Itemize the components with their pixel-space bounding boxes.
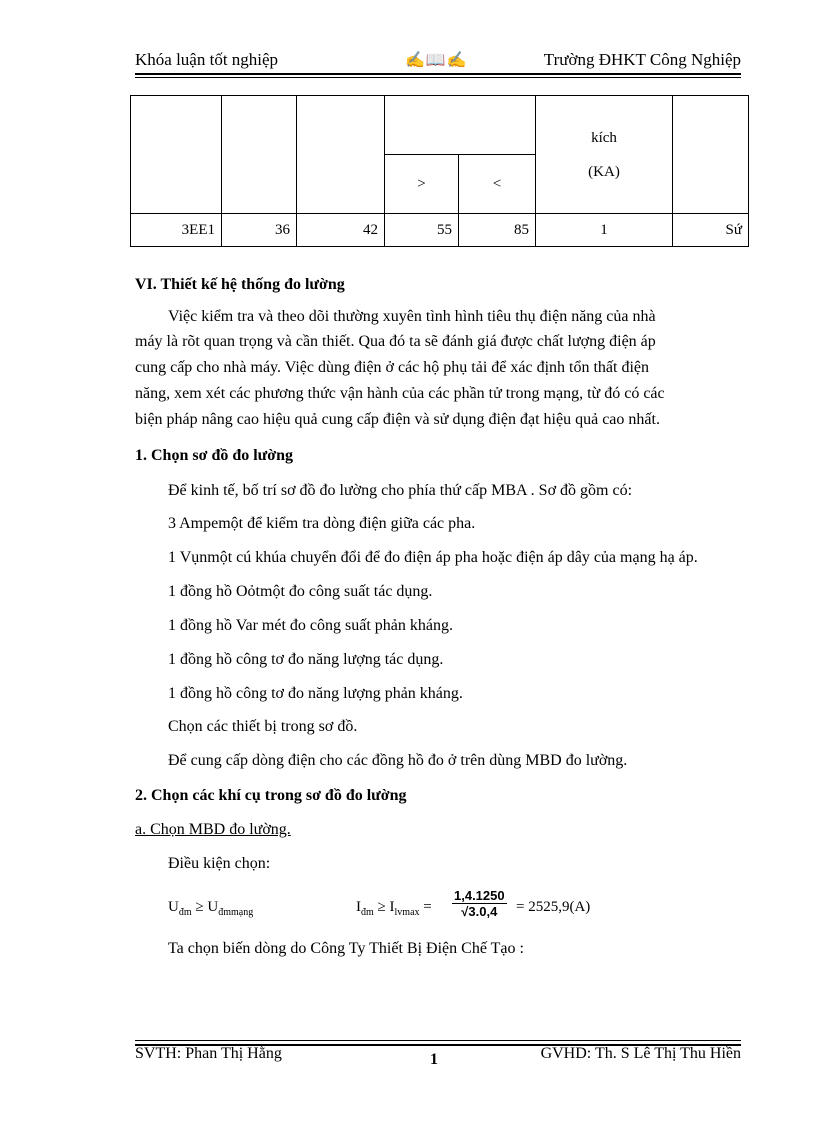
list-item: 3 Ampemột để kiểm tra dòng điện giữa các pha.: [168, 515, 476, 532]
list-item: 1 đồng hồ Var mét đo công suất phản kháng.: [168, 617, 453, 634]
choose-transformer-text: Ta chọn biến dòng do Công Ty Thiết Bị Điện Chế Tạo :: [168, 940, 524, 957]
list-item: 1 đồng hồ công tơ đo năng lượng tác dụng.: [168, 651, 444, 668]
unit-value: (KA): [588, 163, 620, 180]
header-ornament-icon: ✍📖✍: [405, 52, 468, 69]
header-rule-thin: [135, 77, 741, 78]
formula-u: U: [168, 899, 179, 915]
lt-symbol: <: [459, 155, 536, 214]
list-item: Để cung cấp dòng điện cho các đồng hồ đo ở trên dùng MBD đo lường.: [168, 752, 628, 769]
page-header: [135, 48, 741, 74]
page-number: 1: [430, 1051, 438, 1068]
formula-umang-sub: đmmạng: [218, 907, 254, 918]
formula-fraction: [452, 888, 507, 919]
list-item: 1 đồng hồ Oỏtmột đo công suất tác dụng.: [168, 583, 433, 600]
selection-formula: [168, 888, 648, 938]
section-2-heading: 2. Chọn các khí cụ trong sơ đồ đo lường: [135, 787, 407, 804]
condition-label: Điều kiện chọn:: [168, 855, 271, 872]
header-thesis-title: Khóa luận tốt nghiệp: [135, 50, 279, 69]
section-vi-heading: VI. Thiết kế hệ thống đo lường: [135, 276, 345, 293]
para-line: biện pháp nâng cao hiệu quả cung cấp điện và sử dụng điện đạt hiệu quả cao nhất.: [135, 411, 660, 428]
header-rule: [135, 73, 741, 75]
cell-type: 3EE1: [131, 214, 222, 247]
list-item: 1 Vụnmột cú khúa chuyển đổi để đo điện áp pha hoặc điện áp dây của mạng hạ áp.: [168, 549, 698, 566]
formula-result: = 2525,9(A): [516, 899, 591, 915]
formula-ge-i: ≥ I: [377, 899, 395, 915]
cell-4: 85: [459, 214, 536, 247]
cell-1: 36: [222, 214, 297, 247]
header-university: Trường ĐHKT Công Nghiệp: [543, 50, 741, 69]
table-row: [131, 214, 749, 247]
formula-ilv-sub: lvmax: [394, 907, 420, 918]
page-footer: [135, 1045, 741, 1075]
footer-rule-thin: [135, 1040, 741, 1041]
subsection-a-heading: a. Chọn MBD đo lường.: [135, 821, 291, 838]
list-item: Để kinh tế, bố trí sơ đồ đo lường cho phía thứ cấp MBA . Sơ đồ gồm có:: [168, 482, 633, 499]
formula-eq: =: [423, 899, 432, 915]
para-line: máy là rõt quan trọng và cần thiết. Qua đó ta sẽ đánh giá được chất lượng điện áp: [135, 333, 656, 350]
spec-table: [130, 95, 749, 247]
para-line: cung cấp cho nhà máy. Việc dùng điện ở các hộ phụ tải để xác định tổn thất điện: [135, 359, 650, 376]
cell-6: Sứ: [673, 214, 749, 247]
gt-symbol: >: [385, 155, 459, 214]
cell-2: 42: [297, 214, 385, 247]
table-header-row: [131, 96, 749, 155]
unit-label: kích: [591, 129, 617, 146]
footer-advisor: GVHD: Th. S Lê Thị Thu Hiền: [540, 1045, 741, 1062]
formula-ge-u: ≥ U: [195, 899, 219, 915]
formula-denominator: √3.0,4: [461, 904, 498, 919]
list-item: 1 đồng hồ công tơ đo năng lượng phản kháng.: [168, 685, 463, 702]
footer-student: SVTH: Phan Thị Hằng: [135, 1045, 282, 1062]
list-item: Chọn các thiết bị trong sơ đồ.: [168, 718, 358, 735]
para-line: năng, xem xét các phương thức vận hành của các phần tử trong mạng, từ đó có các: [135, 385, 665, 402]
para-line: Việc kiểm tra và theo dõi thường xuyên tình hình tiêu thụ điện năng của nhà: [168, 308, 656, 325]
section-1-heading: 1. Chọn sơ đồ đo lường: [135, 447, 294, 464]
formula-numerator: 1,4.1250: [454, 888, 505, 903]
cell-3: 55: [385, 214, 459, 247]
formula-i: I: [356, 899, 361, 915]
formula-i-sub: đm: [361, 907, 374, 918]
formula-u-sub: đm: [178, 907, 192, 918]
current-unit-cell: [536, 96, 673, 214]
cell-5: 1: [536, 214, 673, 247]
